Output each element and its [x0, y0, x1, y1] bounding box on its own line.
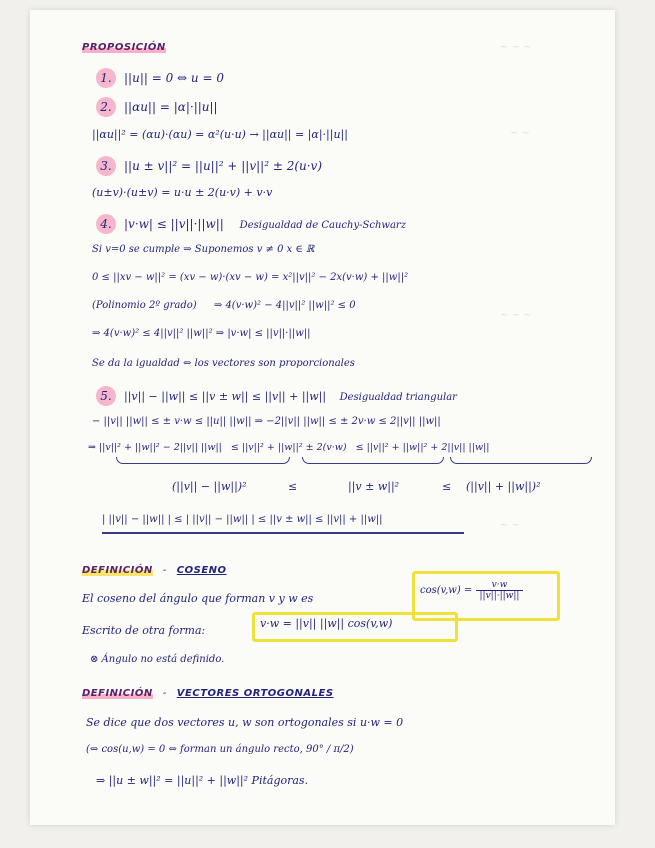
- item-5-line-b: − ||v|| ||w|| ≤ ± v·w ≤ ||u|| ||w|| ⇒ −2||v|| ||w|| ≤ ± 2v·w ≤ 2||v|| ||w||: [92, 416, 441, 427]
- def-orto-label: DEFINICIÓN: [82, 688, 153, 699]
- item-4-line-c: 0 ≤ ||xv − w||² = (xv − w)·(xv − w) = x²||v||² − 2x(v·w) + ||w||²: [92, 272, 409, 283]
- item-5-line-c-a: ⇒ ||v||² + ||w||² − 2||v|| ||w||: [88, 442, 222, 453]
- item-4: [96, 214, 406, 234]
- item-3-proof: (u±v)·(u±v) = u·u ± 2(u·v) + v·v: [92, 186, 273, 199]
- bleed-text: ~ ~: [510, 128, 530, 139]
- item-5-line-d-b: ||v ± w||²: [348, 480, 400, 493]
- orto-line-1: Se dice que dos vectores u, w son ortogonales si u·w = 0: [86, 716, 404, 729]
- item-5-line-c-b: ≤ ||v||² + ||w||² ± 2(v·w): [230, 442, 347, 453]
- coseno-fraction: [476, 580, 524, 601]
- underline-rule: [102, 532, 464, 534]
- item-5-line-c-c: ≤ ||v||² + ||w||² + 2||v|| ||w||: [355, 442, 490, 453]
- proposicion-heading: PROPOSICIÓN: [82, 42, 166, 53]
- orto-line-2: (⇔ cos(u,w) = 0 ⇔ forman un ángulo recto, 90° / π/2): [86, 744, 354, 755]
- item-5-line-d-le1: ≤: [288, 480, 298, 493]
- item-4-line-b: Si v=0 se cumple ⇒ Suponemos v ≠ 0 x ∈ ℝ: [92, 244, 315, 255]
- orto-line-3: ⇒ ||u ± w||² = ||u||² + ||w||² Pitágoras.: [96, 774, 309, 787]
- item-number-5: 5.: [96, 386, 116, 406]
- item-4-line-d-text: ⇒ 4(v·w)² − 4||v||² ||w||² ≤ 0: [213, 300, 356, 311]
- item-5: [96, 386, 457, 406]
- coseno-line-3: ⊗ Ángulo no está definido.: [90, 654, 225, 665]
- coseno-line-2: Escrito de otra forma:: [82, 624, 206, 637]
- coseno-denominator: ||v||·||w||: [479, 591, 520, 601]
- item-5-line-d-a: (||v|| − ||w||)²: [172, 480, 247, 493]
- item-4-line-d: [92, 300, 356, 311]
- item-5-line-d-c: (||v|| + ||w||)²: [466, 480, 541, 493]
- def-orto-title: VECTORES ORTOGONALES: [176, 688, 334, 699]
- item-5-note: Desigualdad triangular: [339, 392, 457, 403]
- coseno-numerator: v·w: [476, 580, 524, 591]
- item-4-line-e: ⇒ 4(v·w)² ≤ 4||v||² ||w||² ⇒ |v·w| ≤ ||v||·||w||: [92, 328, 311, 339]
- item-1: [96, 68, 224, 88]
- coseno-line-1: El coseno del ángulo que forman v y w es: [82, 592, 314, 605]
- def-coseno-title: COSENO: [176, 565, 227, 576]
- notebook-page: [30, 10, 615, 825]
- coseno-lhs: cos(v,w) =: [420, 585, 473, 596]
- item-5-text: ||v|| − ||w|| ≤ ||v ± w|| ≤ ||v|| + ||w||: [124, 390, 327, 403]
- underbrace: [116, 457, 290, 464]
- item-2-text: ||αu|| = |α|·||u||: [124, 100, 218, 114]
- item-4-note: Desigualdad de Cauchy-Schwarz: [239, 220, 406, 231]
- underbrace: [302, 457, 444, 464]
- item-5-line-e: | ||v|| − ||w|| | ≤ | ||v|| − ||w|| | ≤ ||v ± w|| ≤ ||v|| + ||w||: [102, 514, 383, 525]
- item-2-proof: ||αu||² = (αu)·(αu) = α²(u·u) → ||αu|| = |α|·||u||: [92, 128, 348, 141]
- item-5-line-d-le2: ≤: [442, 480, 452, 493]
- item-3-text: ||u ± v||² = ||u||² + ||v||² ± 2(u·v): [124, 159, 323, 173]
- item-number-4: 4.: [96, 214, 116, 234]
- coseno-alt-formula: v·w = ||v|| ||w|| cos(v,w): [260, 617, 393, 630]
- item-5-line-c: [88, 442, 490, 453]
- item-number-3: 3.: [96, 156, 116, 176]
- bleed-text: ~ ~ ~: [500, 42, 532, 53]
- item-1-text: ||u|| = 0 ⇔ u = 0: [124, 71, 224, 85]
- item-number-1: 1.: [96, 68, 116, 88]
- coseno-formula: [420, 580, 523, 601]
- item-3: [96, 156, 322, 176]
- def-coseno-label: DEFINICIÓN: [82, 565, 153, 576]
- item-2: [96, 97, 218, 117]
- def-coseno-heading: DEFINICIÓN - COSENO: [82, 565, 227, 576]
- bleed-text: ~ ~: [500, 520, 520, 531]
- bleed-text: ~ ~ ~: [500, 310, 532, 321]
- item-number-2: 2.: [96, 97, 116, 117]
- underbrace: [450, 457, 592, 464]
- item-4-line-d-note: (Polinomio 2º grado): [92, 300, 197, 311]
- item-4-line-f: Se da la igualdad ⇔ los vectores son proporcionales: [92, 358, 355, 369]
- def-orto-heading: DEFINICIÓN - VECTORES ORTOGONALES: [82, 688, 334, 699]
- item-4-text: |v·w| ≤ ||v||·||w||: [124, 217, 224, 231]
